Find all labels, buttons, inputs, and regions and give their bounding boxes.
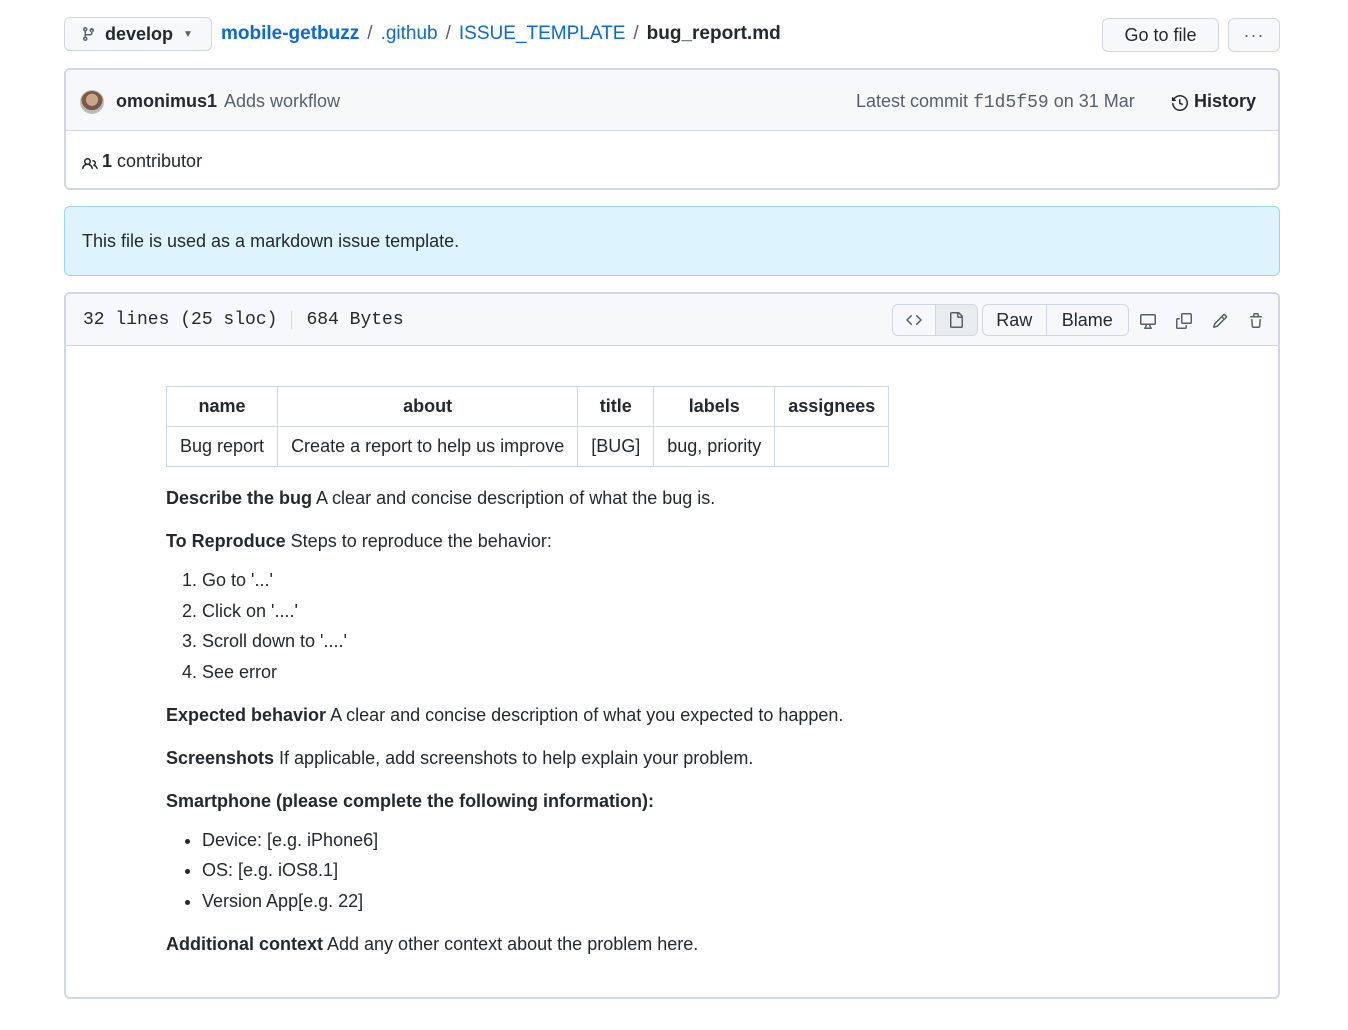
- avatar[interactable]: [80, 90, 104, 114]
- contributor-label: contributor: [117, 151, 203, 171]
- trash-icon[interactable]: [1246, 311, 1266, 331]
- breadcrumb-separator: /: [633, 23, 639, 44]
- breadcrumb: [221, 23, 781, 45]
- steps-list: [166, 567, 1166, 686]
- table-header-cell: labels: [654, 387, 775, 427]
- reproduce-text: Steps to reproduce the behavior:: [285, 531, 552, 551]
- history-link[interactable]: [1172, 91, 1256, 112]
- expected-paragraph: [166, 702, 1166, 729]
- reproduce-paragraph: [166, 528, 1166, 555]
- commit-message-link[interactable]: Adds workflow: [224, 91, 341, 111]
- smartphone-paragraph: [166, 788, 1166, 815]
- commit-box: [64, 68, 1280, 190]
- expected-heading: Expected behavior: [166, 704, 327, 725]
- list-item: • Version App[e.g. 22]: [202, 888, 1166, 915]
- breadcrumb-separator: /: [445, 23, 451, 44]
- view-toggle-group: [892, 304, 978, 336]
- table-cell: [BUG]: [578, 427, 654, 467]
- table-header-cell: about: [278, 387, 578, 427]
- breadcrumb-repo-link[interactable]: mobile-getbuzz: [221, 23, 360, 44]
- history-icon: [1172, 95, 1188, 111]
- branch-selector-button[interactable]: [64, 17, 212, 51]
- table-header-row: [167, 387, 889, 427]
- table-row: [167, 427, 889, 467]
- additional-paragraph: [166, 931, 1166, 958]
- blame-button[interactable]: Blame: [1061, 309, 1113, 330]
- table-cell: [775, 427, 889, 467]
- breadcrumb-github-link[interactable]: .github: [380, 23, 438, 44]
- describe-heading: Describe the bug: [166, 488, 313, 508]
- table-header-cell: title: [578, 387, 654, 427]
- copy-icon[interactable]: [1174, 311, 1194, 331]
- list-item: 4. See error: [202, 659, 1166, 686]
- history-label: History: [1194, 91, 1257, 111]
- table-cell: Create a report to help us improve: [278, 427, 578, 467]
- list-item: 3. Scroll down to '....': [202, 628, 1166, 655]
- table-header-cell: name: [167, 387, 278, 427]
- caret-down-icon: ▼: [183, 28, 193, 40]
- branch-name: develop: [105, 23, 174, 44]
- raw-button[interactable]: Raw: [983, 305, 1047, 335]
- contributor-count: 1: [102, 151, 113, 171]
- file-viewer: [64, 292, 1280, 999]
- desktop-icon[interactable]: [1138, 311, 1158, 331]
- contributors-link[interactable]: [82, 151, 202, 172]
- issue-template-notice: [64, 206, 1280, 276]
- list-item: 1. Go to '...': [202, 567, 1166, 594]
- list-item: • Device: [e.g. iPhone6]: [202, 827, 1166, 854]
- divider: [291, 311, 292, 329]
- file-info: [83, 310, 404, 330]
- file-icon: [948, 312, 964, 328]
- go-to-file-button[interactable]: Go to file: [1102, 18, 1219, 52]
- describe-text: A clear and concise description of what the bug is.: [312, 488, 716, 508]
- describe-paragraph: [166, 485, 1166, 512]
- commit-author-link[interactable]: omonimus1: [116, 91, 218, 111]
- people-icon: [82, 156, 98, 172]
- more-options-button[interactable]: [1228, 18, 1280, 52]
- contributors-row: [66, 131, 1278, 190]
- smartphone-heading: Smartphone (please complete the following information):: [166, 790, 655, 811]
- breadcrumb-separator: /: [367, 23, 373, 44]
- git-branch-icon: [81, 26, 97, 42]
- table-cell: bug, priority: [654, 427, 775, 467]
- latest-commit-info: [856, 91, 1135, 113]
- breadcrumb-current-file: bug_report.md: [646, 23, 781, 44]
- latest-commit-label: Latest commit: [856, 91, 969, 111]
- front-matter-table: [166, 386, 889, 467]
- display-rendered-button[interactable]: [936, 305, 978, 335]
- latest-commit-row: [66, 70, 1278, 131]
- screenshots-text: If applicable, add screenshots to help explain your problem.: [274, 747, 754, 768]
- file-navigation: [64, 17, 1280, 53]
- breadcrumb-issue-template-link[interactable]: ISSUE_TEMPLATE: [458, 23, 626, 44]
- additional-heading: Additional context: [166, 933, 323, 954]
- code-icon: [906, 312, 922, 328]
- markdown-body: [166, 386, 1166, 958]
- list-item: • OS: [e.g. iOS8.1]: [202, 857, 1166, 884]
- additional-text: Add any other context about the problem here.: [323, 933, 699, 954]
- commit-date: on 31 Mar: [1053, 91, 1135, 111]
- reproduce-heading: To Reproduce: [166, 531, 286, 551]
- line-count: 32 lines (25 sloc): [83, 310, 278, 330]
- raw-blame-group: [982, 304, 1129, 336]
- table-cell: Bug report: [167, 427, 278, 467]
- display-source-button[interactable]: [893, 305, 936, 335]
- file-header: [66, 294, 1278, 346]
- notice-text: This file is used as a markdown issue template.: [82, 231, 460, 251]
- file-size: 684 Bytes: [306, 310, 404, 330]
- expected-text: A clear and concise description of what you expected to happen.: [326, 704, 844, 725]
- screenshots-heading: Screenshots: [166, 747, 275, 768]
- kebab-horizontal-icon: ···: [1243, 24, 1265, 45]
- screenshots-paragraph: [166, 745, 1166, 772]
- pencil-icon[interactable]: [1210, 311, 1230, 331]
- device-list: [166, 827, 1166, 915]
- list-item: 2. Click on '....': [202, 598, 1166, 625]
- table-header-cell: assignees: [775, 387, 889, 427]
- commit-sha-link[interactable]: f1d5f59: [973, 93, 1049, 113]
